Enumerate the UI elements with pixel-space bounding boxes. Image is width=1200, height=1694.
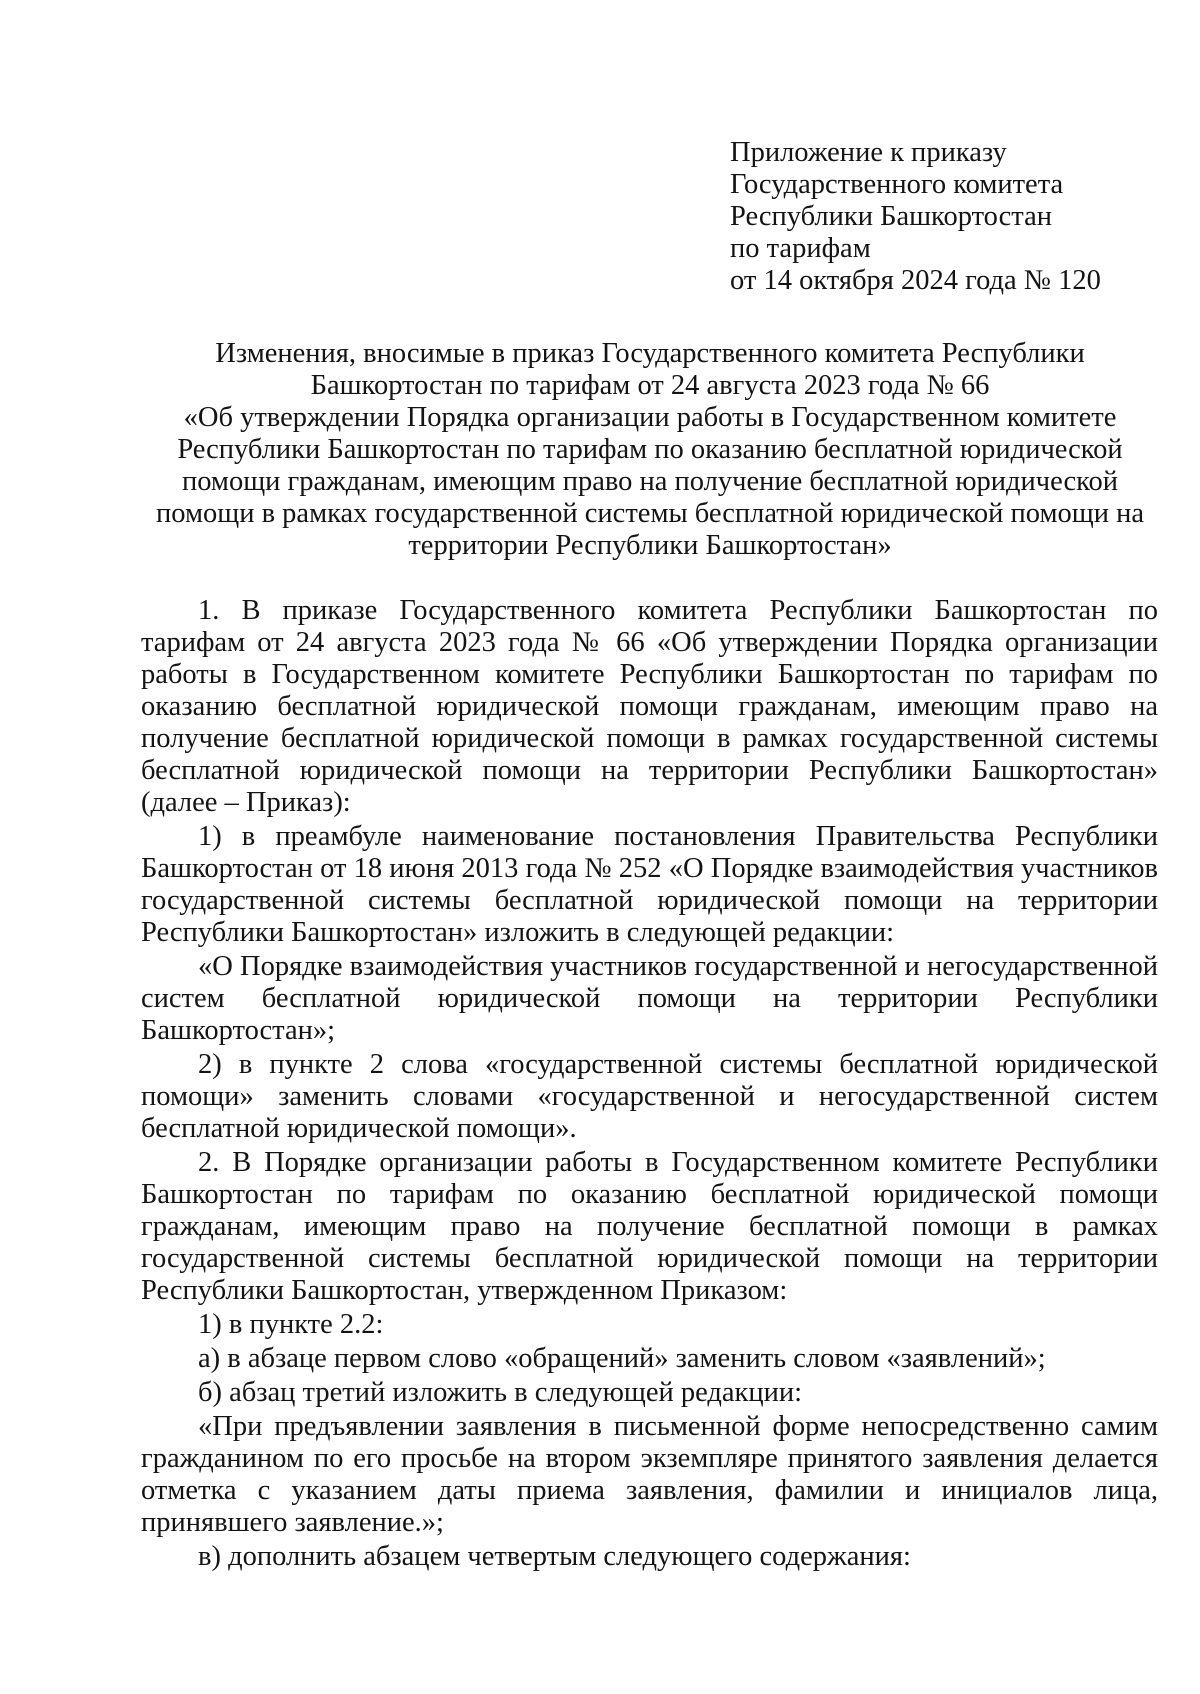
title-line: помощи гражданам, имеющим право на получение бесплатной юридической (181, 466, 1119, 497)
appendix-line: по тарифам (730, 233, 871, 264)
appendix-line: Республики Башкортостан (730, 201, 1052, 232)
appendix-line: от 14 октября 2024 года № 120 (730, 265, 1101, 296)
paragraph-subitem-v: в) дополнить абзацем четвертым следующего содержания: (198, 1541, 911, 1572)
paragraph-quote-2: «При предъявлении заявления в письменной форме непосредственно самим гражданином по его просьбе на втором экземпляре принятого заявления делается отметка с указанием даты приема заявления, фамилии и инициалов лица, принявшего заявление.»; (141, 1411, 1158, 1538)
paragraph-subitem-a: а) в абзаце первом слово «обращений» заменить словом «заявлений»; (198, 1343, 1046, 1374)
document-title (130, 338, 1170, 562)
title-line: Изменения, вносимые в приказ Государственного комитета Республики (215, 338, 1085, 369)
appendix-line: Государственного комитета (730, 169, 1064, 200)
title-line: территории Республики Башкортостан» (408, 530, 892, 561)
paragraph-item-1: 1. В приказе Государственного комитета Республики Башкортостан по тарифам от 24 августа 2023 года № 66 «Об утверждении Порядка организации работы в Государственном комитете Республики Башкортостан по тарифам по оказанию бесплатной юридической помощи гражданам, имеющим право на получение бесплатной юридической помощи в рамках государственной системы бесплатной юридической помощи на территории Республики Башкортостан» (далее – Приказ): (141, 595, 1158, 818)
paragraph-subitem-b: б) абзац третий изложить в следующей редакции: (198, 1377, 803, 1408)
paragraph-subitem-2-1: 1) в пункте 2.2: (198, 1309, 384, 1340)
paragraph-subitem-1-1: 1) в преамбуле наименование постановления Правительства Республики Башкортостан от 18 июня 2013 года № 252 «О Порядке взаимодействия участников государственной системы бесплатной юридической помощи на территории Республики Башкортостан» изложить в следующей редакции: (141, 821, 1158, 948)
document-body (141, 595, 1158, 1575)
appendix-header (730, 137, 1150, 297)
title-line: помощи в рамках государственной системы бесплатной юридической помощи на (156, 498, 1144, 529)
title-line: Башкортостан по тарифам от 24 августа 2023 года № 66 (310, 370, 990, 401)
paragraph-quote-1: «О Порядке взаимодействия участников государственной и негосударственной систем бесплатной юридической помощи на территории Республики Башкортостан»; (141, 951, 1158, 1046)
appendix-line: Приложение к приказу (730, 137, 1007, 168)
paragraph-item-2: 2. В Порядке организации работы в Государственном комитете Республики Башкортостан по тарифам по оказанию бесплатной юридической помощи гражданам, имеющим право на получение бесплатной помощи в рамках государственной системы бесплатной юридической помощи на территории Республики Башкортостан, утвержденном Приказом: (141, 1147, 1158, 1306)
paragraph-subitem-1-2: 2) в пункте 2 слова «государственной системы бесплатной юридической помощи» заменить словами «государственной и негосударственной систем бесплатной юридической помощи». (141, 1049, 1158, 1144)
title-line: Республики Башкортостан по тарифам по оказанию бесплатной юридической (177, 434, 1123, 465)
title-line: «Об утверждении Порядка организации работы в Государственном комитете (183, 402, 1117, 433)
